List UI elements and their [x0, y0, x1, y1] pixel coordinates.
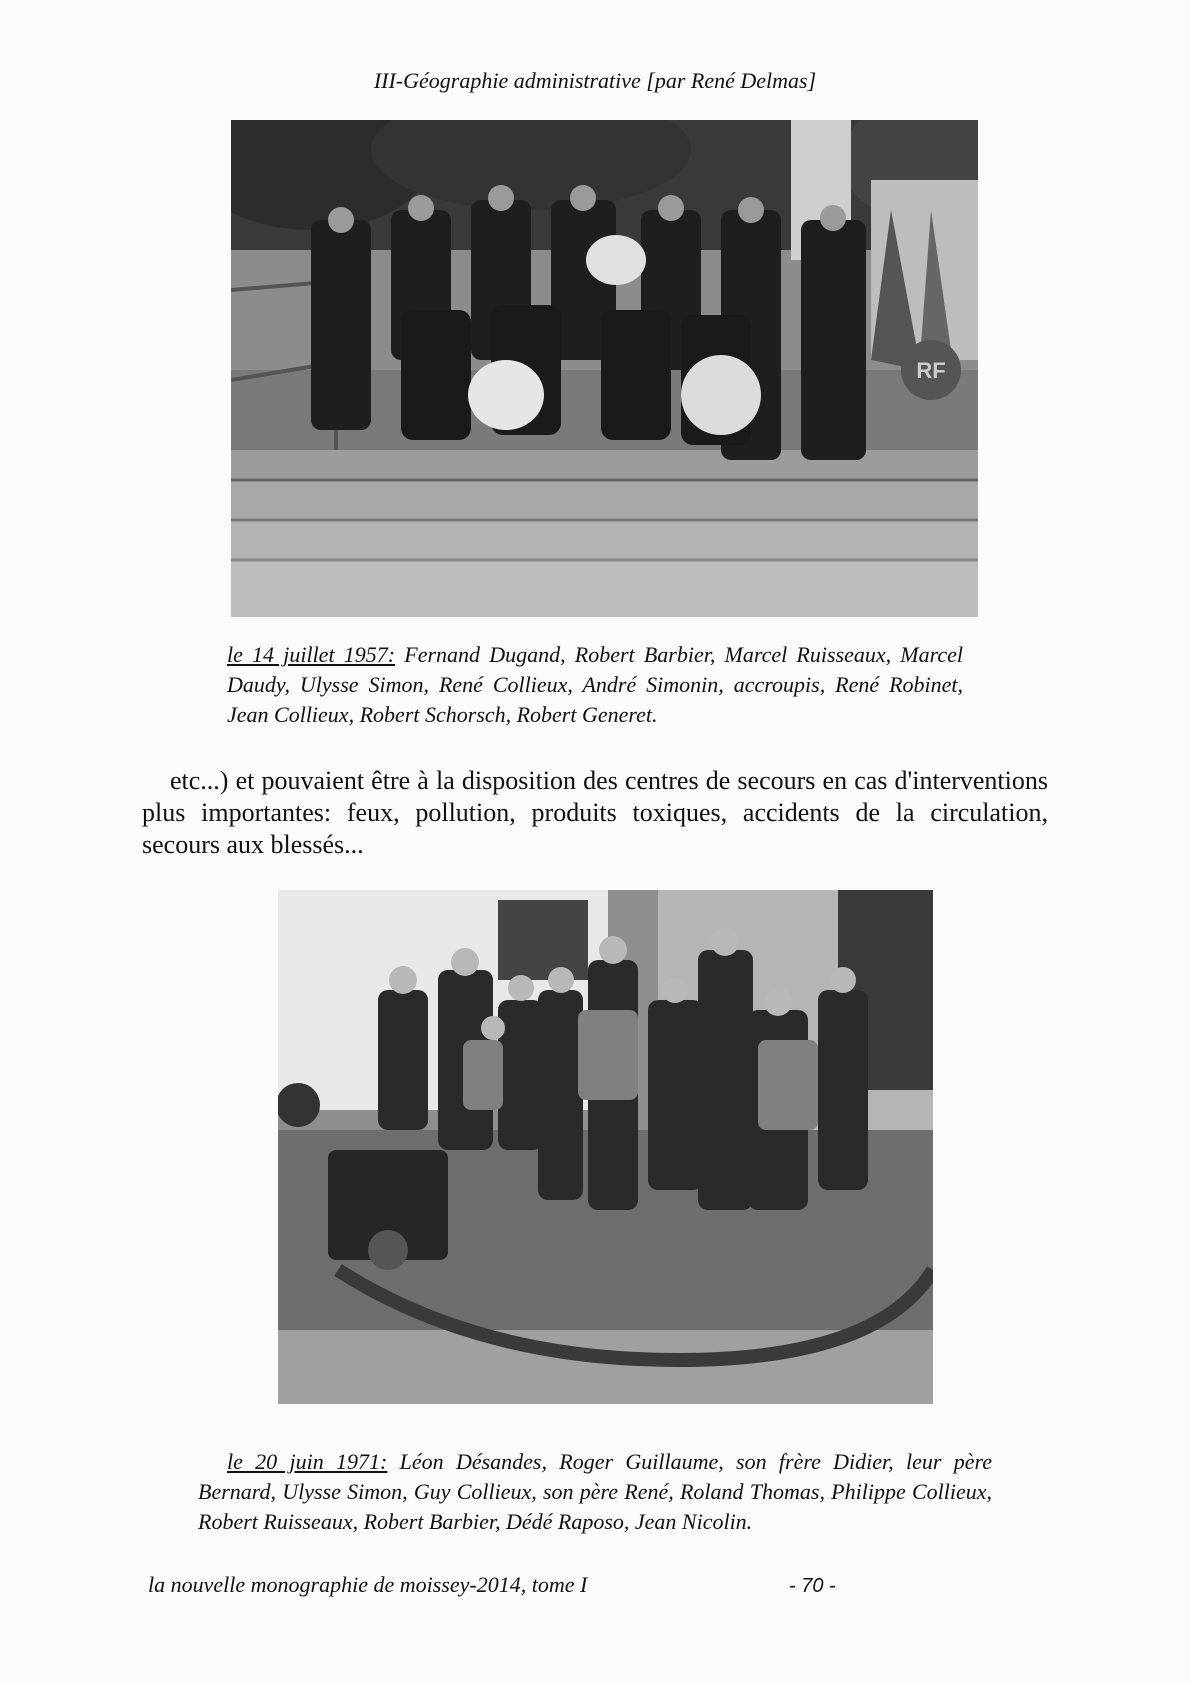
page-header: III-Géographie administrative [par René Delmas] [373, 68, 817, 93]
body-paragraph: etc...) et pouvaient être à la disposition des centres de secours en cas d'interventions plus importantes: feux, pollution, produits toxiques, accidents de la circulation, secours aux blessés... [142, 766, 1048, 859]
photo1-caption [227, 640, 963, 730]
photo1-caption-date: le 14 juillet 1957: [227, 642, 396, 667]
footer-title: la nouvelle monographie de moissey-2014, tome I [148, 1572, 588, 1597]
photo2-caption [198, 1447, 992, 1537]
page-number: - 70 - [789, 1575, 836, 1597]
rf-sign: RF [916, 358, 946, 383]
photo-group-1971 [278, 890, 933, 1404]
photo2-caption-date: le 20 juin 1971: [227, 1449, 388, 1474]
photo1-caption-text: Fernand Dugand, Robert Barbier, Marcel Ruisseaux, Marcel Daudy, Ulysse Simon, René Collieux, André Simonin, accroupis, René Robinet, Jean Collieux, Robert Schorsch, Robert Generet. [227, 642, 963, 727]
photo-firemen-1957 [231, 120, 978, 617]
photo2-caption-text: Léon Désandes, Roger Guillaume, son frère Didier, leur père Bernard, Ulysse Simon, Guy Collieux, son père René, Roland Thomas, Philippe Collieux, Robert Ruisseaux, Robert Barbier, Dédé Raposo, Jean Nicolin. [198, 1449, 992, 1534]
